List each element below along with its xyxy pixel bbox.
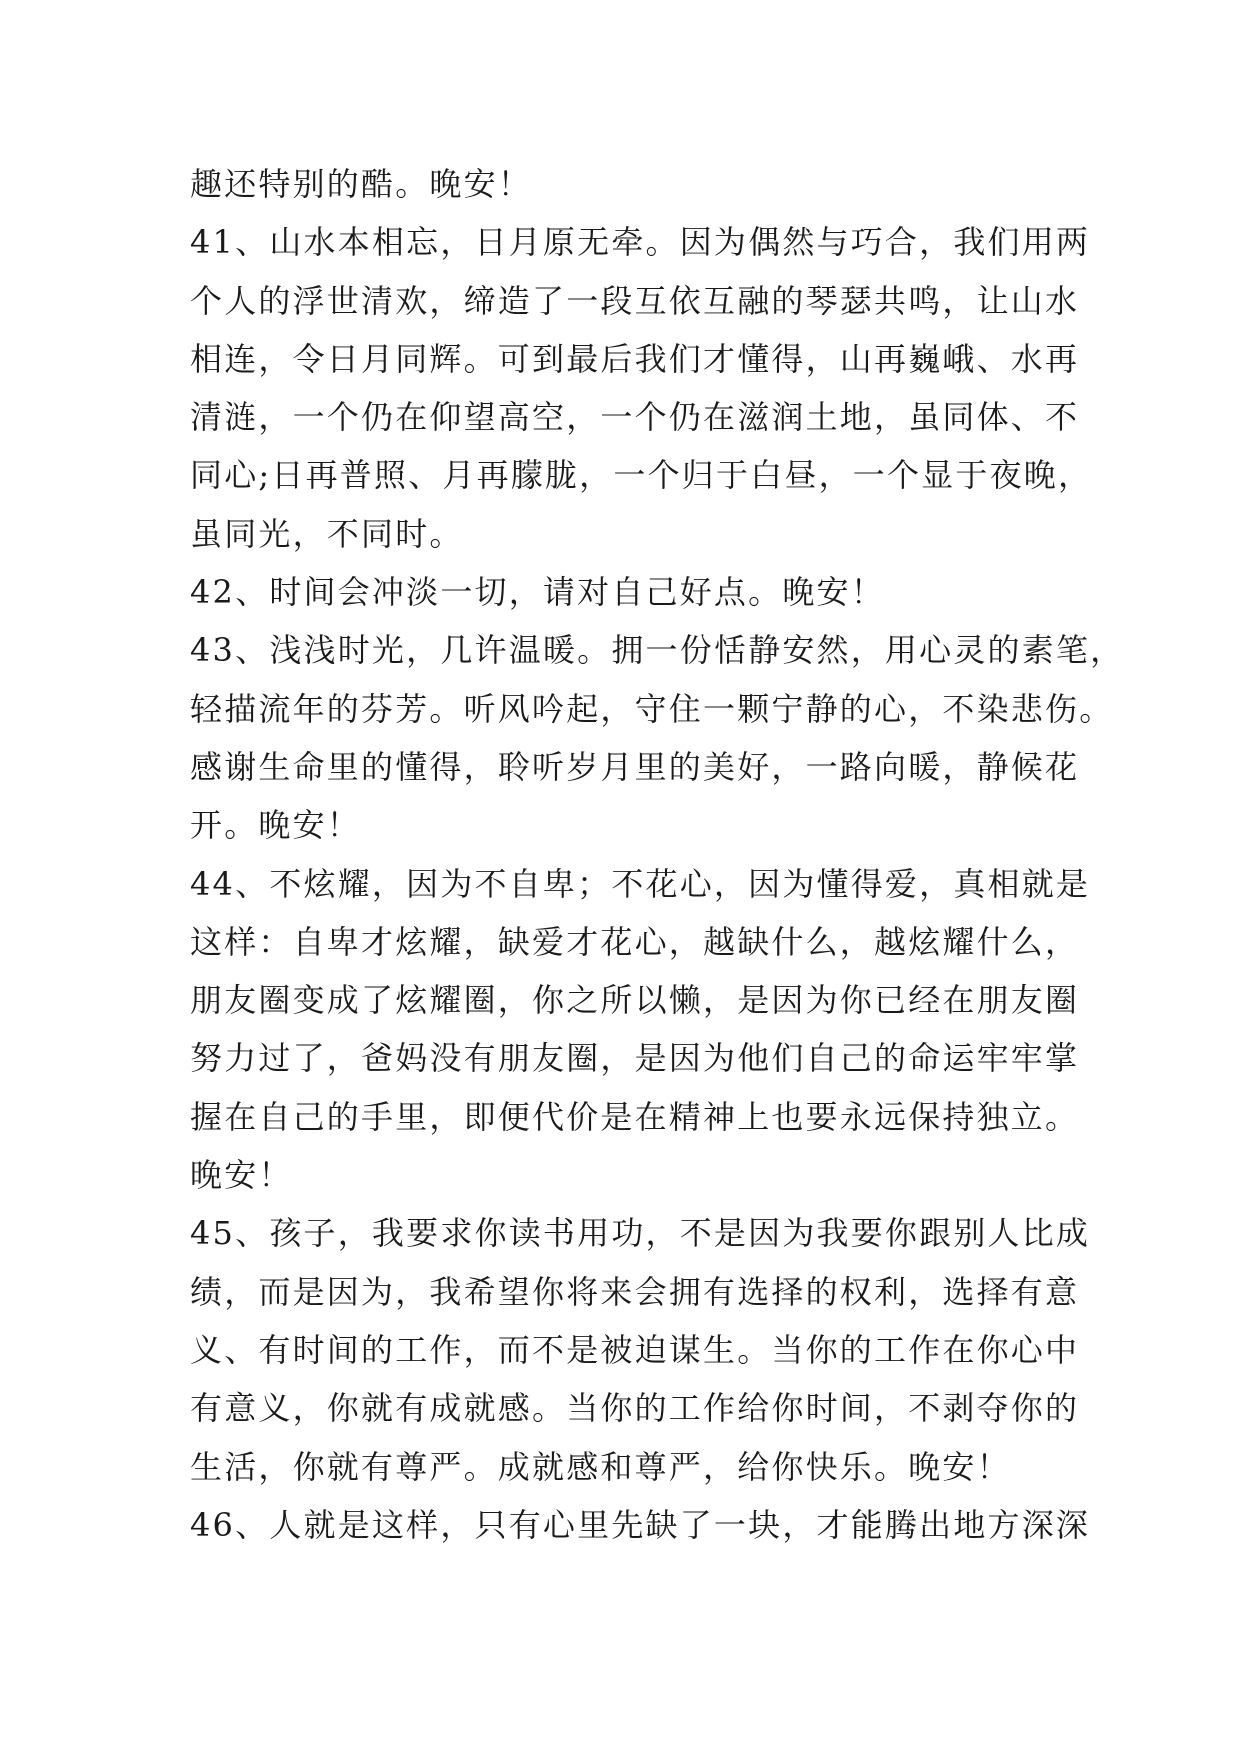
text-line: 同心;日再普照、月再朦胧，一个归于白昼，一个显于夜晚， bbox=[190, 456, 1093, 495]
text-line: 义、有时间的工作，而不是被迫谋生。当你的工作在你心中 bbox=[190, 1330, 1080, 1369]
text-line: 41、山水本相忘，日月原无牵。因为偶然与巧合，我们用两 bbox=[190, 223, 1091, 262]
text-line: 相连，令日月同辉。可到最后我们才懂得，山再巍峨、水再 bbox=[190, 339, 1080, 378]
text-line: 努力过了，爸妈没有朋友圈，是因为他们自己的命运牢牢掌 bbox=[190, 1039, 1080, 1078]
text-line: 开。晚安！ bbox=[190, 806, 362, 845]
text-line: 有意义，你就有成就感。当你的工作给你时间，不剥夺你的 bbox=[190, 1389, 1080, 1428]
text-line: 清涟，一个仍在仰望高空，一个仍在滋润土地，虽同体、不 bbox=[190, 398, 1080, 437]
text-line: 轻描流年的芬芳。听风吟起，守住一颗宁静的心，不染悲伤。 bbox=[190, 689, 1114, 728]
text-line: 43、浅浅时光，几许温暖。拥一份恬静安然，用心灵的素笔， bbox=[190, 631, 1125, 670]
text-line: 42、时间会冲淡一切，请对自己好点。晚安！ bbox=[190, 573, 885, 612]
text-line: 45、孩子，我要求你读书用功，不是因为我要你跟别人比成 bbox=[190, 1214, 1091, 1253]
text-line: 虽同光，不同时。 bbox=[190, 514, 464, 553]
text-line: 这样：自卑才炫耀，缺爱才花心，越缺什么，越炫耀什么， bbox=[190, 922, 1080, 961]
text-line: 握在自己的手里，即便代价是在精神上也要永远保持独立。 bbox=[190, 1097, 1080, 1136]
text-line: 生活，你就有尊严。成就感和尊严，给你快乐。晚安！ bbox=[190, 1447, 1011, 1486]
text-line: 趣还特别的酷。晚安！ bbox=[190, 165, 533, 203]
text-line: 晚安！ bbox=[190, 1156, 293, 1195]
text-line: 46、人就是这样，只有心里先缺了一块，才能腾出地方深深 bbox=[190, 1505, 1091, 1544]
body-text bbox=[190, 155, 1125, 1554]
text-line: 44、不炫耀，因为不自卑；不花心，因为懂得爱，真相就是 bbox=[190, 864, 1091, 903]
text-line: 感谢生命里的懂得，聆听岁月里的美好，一路向暖，静候花 bbox=[190, 747, 1080, 786]
text-line: 个人的浮世清欢，缔造了一段互依互融的琴瑟共鸣，让山水 bbox=[190, 281, 1080, 320]
text-line: 朋友圈变成了炫耀圈，你之所以懒，是因为你已经在朋友圈 bbox=[190, 981, 1080, 1020]
text-line: 绩，而是因为，我希望你将来会拥有选择的权利，选择有意 bbox=[190, 1272, 1080, 1311]
